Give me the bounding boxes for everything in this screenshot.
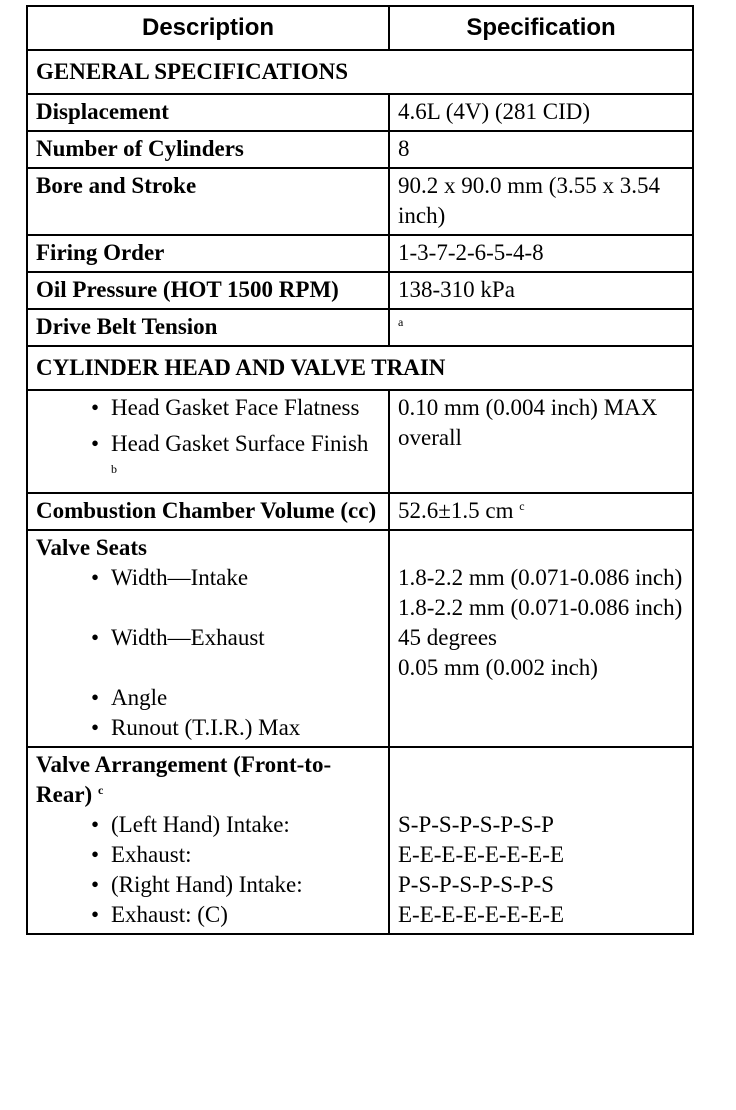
valve-seats-values <box>389 530 693 747</box>
valve-arrangement-title <box>36 750 380 810</box>
footnote-b: b <box>111 462 117 476</box>
table-row <box>27 747 693 934</box>
right-intake-value: P-S-P-S-P-S-P-S <box>398 872 554 897</box>
bullet-icon: • <box>91 625 100 650</box>
value-oil-pressure: 138-310 kPa <box>389 272 693 309</box>
list-item <box>36 713 380 743</box>
label-oil-pressure: Oil Pressure (HOT 1500 RPM) <box>27 272 389 309</box>
footnote-c-arrangement: c <box>97 783 104 797</box>
value-cylinders: 8 <box>389 131 693 168</box>
list-item <box>36 870 380 900</box>
table-row <box>27 493 693 530</box>
label-displacement: Displacement <box>27 94 389 131</box>
list-item <box>36 840 380 870</box>
table-row <box>27 235 693 272</box>
bullet-icon: • <box>91 812 100 837</box>
label-cylinders: Number of Cylinders <box>27 131 389 168</box>
table-row <box>27 390 693 493</box>
bullet-icon: • <box>91 395 100 420</box>
list-item <box>36 623 380 653</box>
bullet-icon: • <box>91 431 100 456</box>
bullet-icon: • <box>91 872 100 897</box>
table-row <box>27 530 693 747</box>
seat-runout-value: 0.05 mm (0.002 inch) <box>398 655 598 680</box>
label-bore-stroke: Bore and Stroke <box>27 168 389 235</box>
right-exhaust-label: Exhaust: (C) <box>111 902 228 927</box>
footnote-a: a <box>398 315 404 329</box>
section-title-cylinder-head: CYLINDER HEAD AND VALVE TRAIN <box>27 346 693 390</box>
left-intake-value: S-P-S-P-S-P-S-P <box>398 812 554 837</box>
value-bore-stroke: 90.2 x 90.0 mm (3.55 x 3.54 inch) <box>389 168 693 235</box>
valve-seats-labels <box>27 530 389 747</box>
left-exhaust-value: E-E-E-E-E-E-E-E <box>398 842 565 867</box>
valve-arrangement-title-text: Valve Arrangement (Front-to-Rear) <box>36 752 332 807</box>
bullet-icon: • <box>91 715 100 740</box>
bullet-icon: • <box>91 842 100 867</box>
seat-width-intake-value: 1.8-2.2 mm (0.071-0.086 inch) <box>398 565 683 590</box>
table-row <box>27 272 693 309</box>
head-gasket-flatness-label: Head Gasket Face Flatness <box>111 395 360 420</box>
label-firing-order: Firing Order <box>27 235 389 272</box>
specification-table <box>26 5 694 935</box>
bullet-icon: • <box>91 685 100 710</box>
head-gasket-finish-label: Head Gasket Surface Finish <box>111 431 369 456</box>
right-intake-label: (Right Hand) Intake: <box>111 872 303 897</box>
header-description: Description <box>27 6 389 50</box>
seat-width-intake-label: Width—Intake <box>111 565 249 590</box>
section-title-general: GENERAL SPECIFICATIONS <box>27 50 693 94</box>
section-row-general <box>27 50 693 94</box>
bullet-icon: • <box>91 902 100 927</box>
left-exhaust-label: Exhaust: <box>111 842 192 867</box>
value-head-gasket: 0.10 mm (0.004 inch) MAX overall <box>389 390 693 493</box>
list-item <box>36 563 380 593</box>
list-item <box>36 683 380 713</box>
seat-angle-label: Angle <box>111 685 168 710</box>
value-combustion <box>389 493 693 530</box>
value-drive-belt <box>389 309 693 346</box>
valve-arrangement-values <box>389 747 693 934</box>
list-item <box>36 900 380 930</box>
seat-angle-value: 45 degrees <box>398 625 497 650</box>
value-displacement: 4.6L (4V) (281 CID) <box>389 94 693 131</box>
table-header-row <box>27 6 693 50</box>
table-row <box>27 309 693 346</box>
section-row-cylinder-head <box>27 346 693 390</box>
seat-width-exhaust-label: Width—Exhaust <box>111 625 265 650</box>
head-gasket-items <box>27 390 389 493</box>
list-item <box>36 429 380 489</box>
right-exhaust-value: E-E-E-E-E-E-E-E <box>398 902 565 927</box>
table-row <box>27 168 693 235</box>
valve-seats-title: Valve Seats <box>36 535 147 560</box>
bullet-icon: • <box>91 565 100 590</box>
value-firing-order: 1-3-7-2-6-5-4-8 <box>389 235 693 272</box>
seat-runout-label: Runout (T.I.R.) Max <box>111 715 301 740</box>
table-row <box>27 131 693 168</box>
list-item <box>36 393 380 423</box>
label-combustion: Combustion Chamber Volume (cc) <box>27 493 389 530</box>
combustion-value: 52.6±1.5 cm <box>398 498 514 523</box>
header-specification: Specification <box>389 6 693 50</box>
footnote-c: c <box>519 499 525 513</box>
label-drive-belt: Drive Belt Tension <box>27 309 389 346</box>
seat-width-exhaust-value: 1.8-2.2 mm (0.071-0.086 inch) <box>398 595 683 620</box>
left-intake-label: (Left Hand) Intake: <box>111 812 290 837</box>
table-row <box>27 94 693 131</box>
valve-arrangement-labels <box>27 747 389 934</box>
list-item <box>36 810 380 840</box>
